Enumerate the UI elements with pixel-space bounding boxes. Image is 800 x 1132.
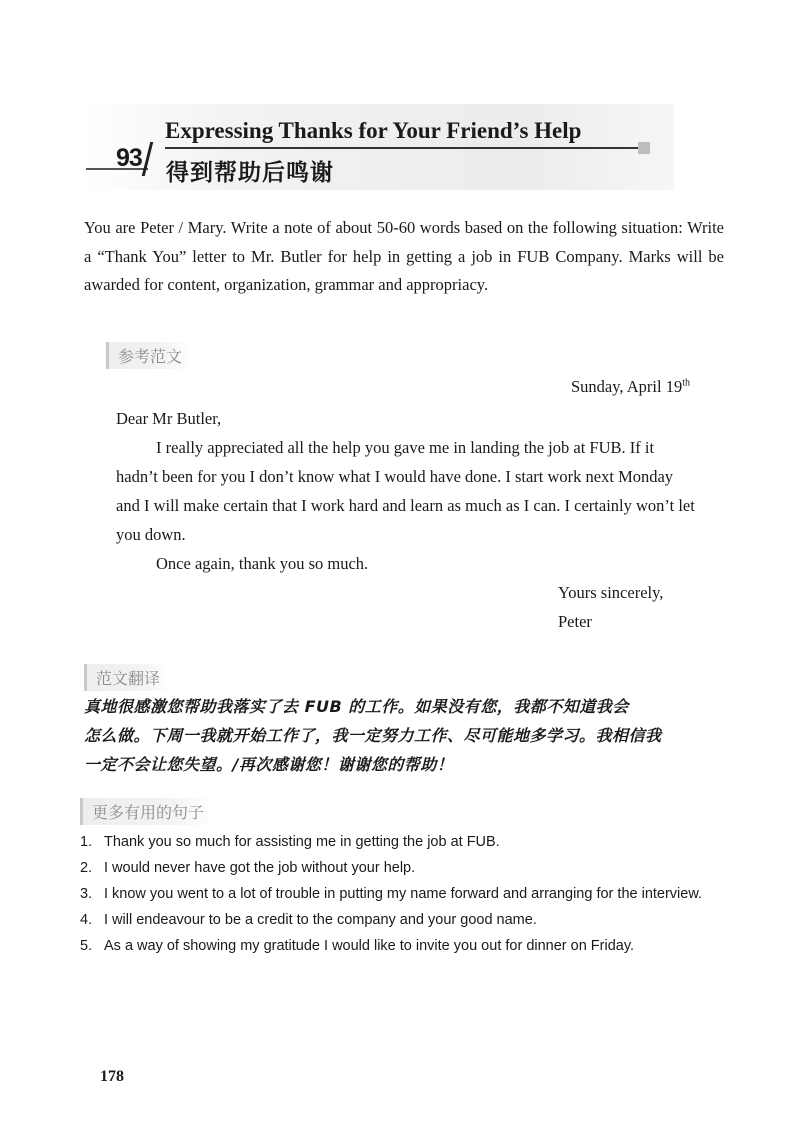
item-text: I would never have got the job without your help.	[104, 860, 416, 876]
list-item	[80, 934, 730, 959]
title-square	[638, 142, 650, 154]
list-item	[80, 882, 730, 907]
section-label-model: 参考范文	[106, 342, 192, 369]
letter-date: Sunday, April 19th	[570, 377, 690, 396]
useful-sentences-list	[80, 830, 730, 960]
translation-line: 真地很感激您帮助我落实了去 FUB 的工作。如果没有您，我都不知道我会	[84, 697, 629, 716]
item-text: I will endeavour to be a credit to the company and your good name.	[104, 912, 537, 928]
page-number: 178	[100, 1068, 124, 1085]
item-number: 2.	[80, 860, 93, 876]
item-text: Thank you so much for assisting me in getting the job at FUB.	[104, 834, 500, 850]
letter-paragraph-2: Once again, thank you so much.	[156, 554, 369, 573]
lesson-number: 93	[116, 144, 142, 172]
letter-salutation: Dear Mr Butler,	[116, 409, 222, 428]
item-number: 3.	[80, 886, 93, 902]
list-item	[80, 908, 730, 933]
item-text: I know you went to a lot of trouble in putting my name forward and arranging for the interview.	[104, 886, 703, 902]
translation-line: 怎么做。下周一我就开始工作了，我一定努力工作、尽可能地多学习。我相信我	[84, 726, 662, 745]
item-number: 1.	[80, 834, 93, 850]
translation-line: 一定不会让您失望。/再次感谢您！谢谢您的帮助！	[84, 755, 454, 774]
letter-body	[116, 404, 696, 578]
item-text: As a way of showing my gratitude I would like to invite you out for dinner on Friday.	[104, 938, 635, 954]
list-item	[80, 856, 730, 881]
section-label-useful: 更多有用的句子	[80, 798, 214, 825]
list-item	[80, 830, 730, 855]
translation-text	[84, 692, 724, 779]
letter-closing	[558, 578, 663, 636]
item-number: 5.	[80, 938, 93, 954]
title-english: Expressing Thanks for Your Friend’s Help	[165, 118, 582, 143]
signature: Peter	[558, 612, 592, 631]
title-rule	[165, 147, 643, 149]
section-label-translation: 范文翻译	[84, 664, 170, 691]
title-chinese: 得到帮助后鸣谢	[166, 160, 334, 186]
closing-phrase: Yours sincerely,	[558, 583, 664, 602]
letter-paragraph-1: I really appreciated all the help you gave me in landing the job at FUB. If it hadn’t been for you I don’t know what I would have done. I start work next Monday and I will make certain that I work hard and learn as much as I can. I certainly won’t let you down.	[116, 438, 695, 544]
item-number: 4.	[80, 912, 93, 928]
task-instructions: You are Peter / Mary. Write a note of about 50-60 words based on the following situation: Write a “Thank You” letter to Mr. Butler for help in getting a job in FUB Company. Marks will be awarded for content, organization, grammar and appropriacy.	[84, 218, 724, 294]
